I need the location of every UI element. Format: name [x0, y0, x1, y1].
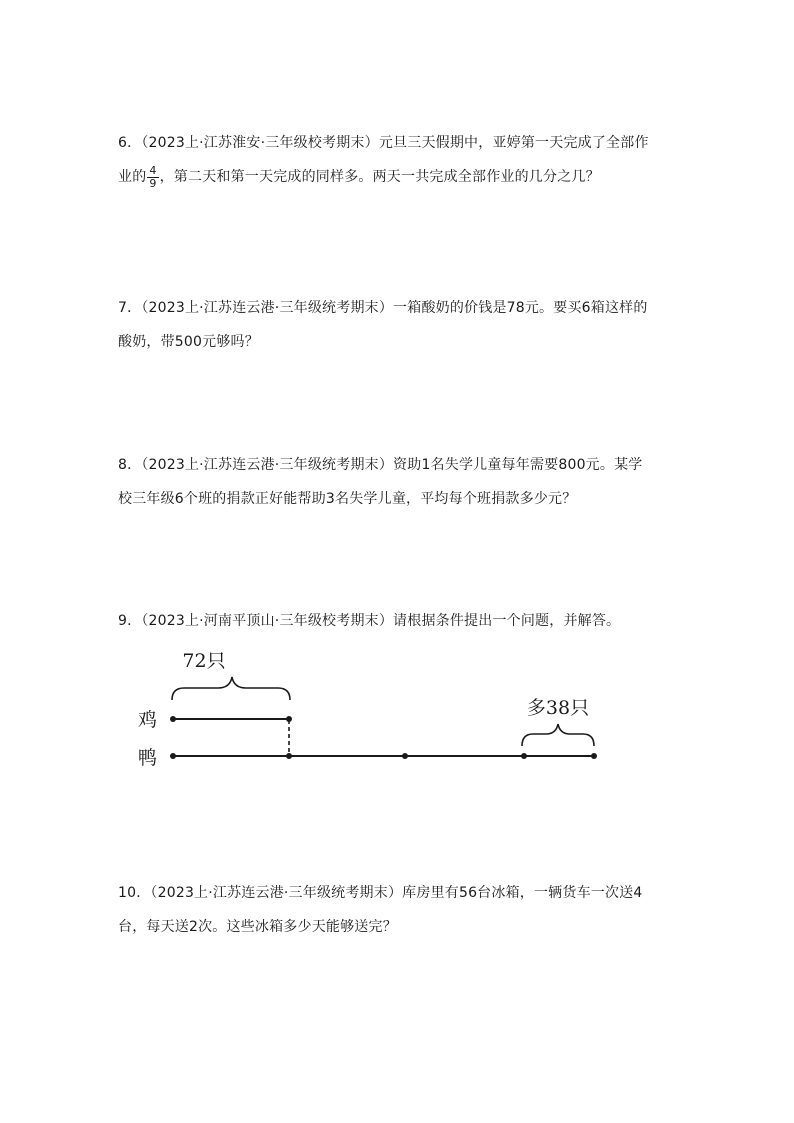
label-more-38: 多38只 — [526, 697, 590, 719]
duck-point-3 — [402, 753, 408, 759]
question-text: 校三年级6个班的捐款正好能帮助3名失学儿童，平均每个班捐款多少元？ — [118, 491, 577, 507]
question-text: ，第二天和第一天完成的同样多。两天一共完成全部作业的几分之几？ — [159, 169, 600, 185]
question-7-line-2 — [118, 325, 674, 359]
question-source: （2023上·江苏连云港·三年级统考期末） — [141, 300, 394, 316]
label-chicken: 鸡 — [138, 709, 158, 731]
question-9-line-1 — [118, 604, 674, 638]
question-number: 6． — [118, 135, 142, 151]
question-text: 库房里有56台冰箱，一辆货车一次送4 — [402, 885, 643, 901]
question-number: 9． — [118, 613, 142, 629]
chicken-start-point — [170, 716, 176, 722]
question-10-line-1 — [118, 876, 674, 910]
question-text: 元旦三天假期中，亚婷第一天完成了全部作 — [378, 135, 649, 151]
label-duck: 鸭 — [138, 747, 158, 769]
duck-point-5 — [591, 753, 597, 759]
question-9 — [118, 604, 674, 638]
duck-point-1 — [170, 753, 176, 759]
fraction — [147, 165, 158, 190]
question-source: （2023上·江苏淮安·三年级校考期末） — [141, 135, 379, 151]
question-10 — [118, 876, 674, 944]
fraction-denominator: 9 — [149, 176, 157, 190]
label-72: 72只 — [182, 650, 226, 672]
question-6-line-1 — [118, 126, 674, 160]
question-10-line-2 — [118, 910, 674, 944]
question-number: 8． — [118, 457, 142, 473]
question-7-line-1 — [118, 291, 674, 325]
duck-point-2 — [286, 753, 292, 759]
question-text: 资助1名失学儿童每年需要800元。某学 — [393, 457, 643, 473]
question-text: 酸奶，带500元够吗？ — [118, 334, 259, 350]
question-source: （2023上·江苏连云港·三年级统考期末） — [141, 457, 394, 473]
question-8 — [118, 448, 674, 516]
question-source: （2023上·河南平顶山·三年级校考期末） — [141, 613, 394, 629]
question-8-line-2 — [118, 482, 674, 516]
question-text: 台，每天送2次。这些冰箱多少天能够送完？ — [118, 919, 397, 935]
line-segment-diagram — [120, 640, 620, 780]
question-8-line-1 — [118, 448, 674, 482]
duck-point-4 — [521, 753, 527, 759]
question-text: 请根据条件提出一个问题，并解答。 — [393, 613, 621, 629]
question-number: 10． — [118, 885, 151, 901]
brace-more — [522, 724, 594, 746]
question-source: （2023上·江苏连云港·三年级统考期末） — [150, 885, 403, 901]
question-7 — [118, 291, 674, 359]
question-text: 一箱酸奶的价钱是78元。要买6箱这样的 — [393, 300, 648, 316]
question-text: 业的 — [118, 169, 147, 185]
question-6 — [118, 126, 674, 194]
question-6-line-2 — [118, 160, 674, 194]
brace-chicken — [172, 677, 290, 700]
question-number: 7． — [118, 300, 142, 316]
fraction-numerator: 4 — [149, 163, 157, 177]
